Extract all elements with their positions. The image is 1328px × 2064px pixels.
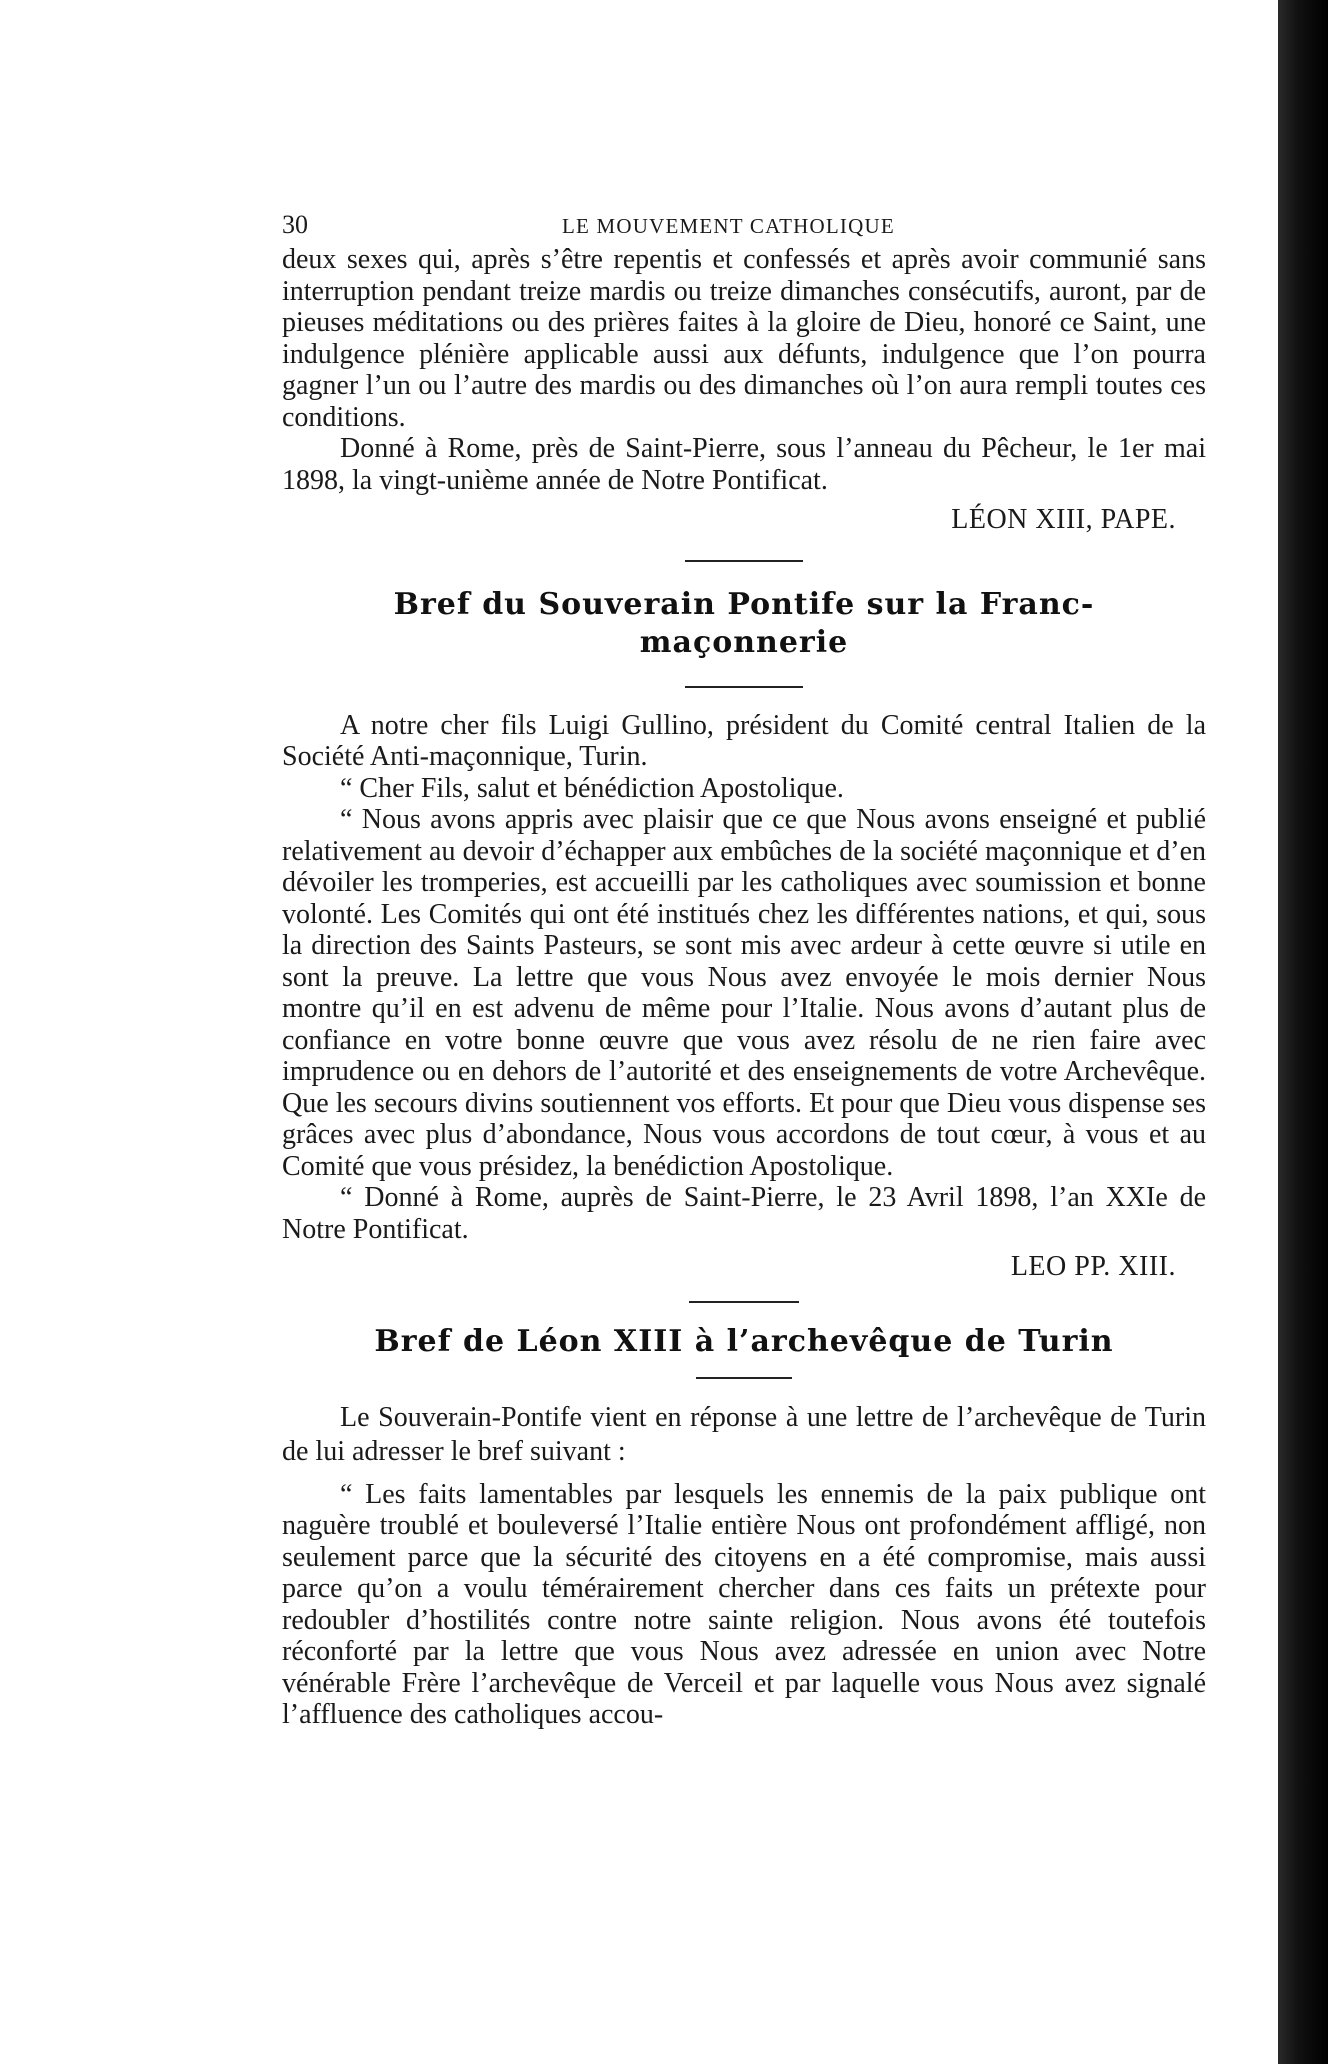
page-content bbox=[282, 200, 1206, 1731]
brief-dating-paragraph: “ Donné à Rome, auprès de Saint-Pierre, le 23 Avril 1898, l’an XXIe de Notre Pontificat. bbox=[282, 1182, 1206, 1245]
divider-rule bbox=[689, 1301, 799, 1303]
book-spine-edge bbox=[1278, 0, 1328, 2064]
divider-rule bbox=[685, 686, 803, 688]
salutation-paragraph: “ Cher Fils, salut et bénédiction Apostolique. bbox=[340, 772, 844, 804]
divider-rule bbox=[696, 1377, 792, 1379]
continued-paragraph: deux sexes qui, après s’être repentis et confessés et après avoir communié sans interruption pendant treize mardis ou treize dimanches consécutifs, auront, par de pieuses méditations ou des prières faites à la gloire de Dieu, honoré ce Saint, une indulgence plénière applicable aussi aux défunts, indulgence que l’on pourra gagner l’un ou l’autre des mardis ou des dimanches où l’on aura rempli toutes ces conditions. bbox=[282, 244, 1206, 433]
dating-paragraph: Donné à Rome, près de Saint-Pierre, sous l’anneau du Pêcheur, le 1er mai 1898, la vingt-unième année de Notre Pontificat. bbox=[282, 433, 1206, 496]
divider-rule bbox=[685, 560, 803, 562]
running-title: LE MOUVEMENT CATHOLIQUE bbox=[562, 214, 895, 238]
section-title-turin: Bref de Léon XIII à l’archevêque de Turin bbox=[374, 1323, 1114, 1359]
signature-leon: LÉON XIII, PAPE. bbox=[951, 504, 1176, 535]
section-title-line2: maçonnerie bbox=[639, 624, 849, 660]
address-paragraph: A notre cher fils Luigi Gullino, président du Comité central Italien de la Société Anti-maçonnique, Turin. bbox=[282, 709, 1206, 772]
signature-leo: LEO PP. XIII. bbox=[1010, 1251, 1176, 1282]
section-title-francmaconnerie bbox=[282, 586, 1206, 662]
brief-body-paragraph: “ Nous avons appris avec plaisir que ce que Nous avons enseigné et publié relativement au devoir d’échapper aux embûches de la société maçonnique et d’en dévoiler les tromperies, est accueilli par les catholiques avec soumission et bonne volonté. Les Comités qui ont été institués chez les différentes nations, et qui, sous la direction des Saints Pasteurs, se sont mis avec ardeur à cette œuvre si utile en sont la preuve. La lettre que vous Nous avez envoyée le mois dernier Nous montre qu’il en est advenu de même pour l’Italie. Nous avons d’autant plus de confiance en votre bonne œuvre que vous avez résolu de ne rien faire avec imprudence ou en dehors de l’autorité et des enseignements de votre Archevêque. Que les secours divins soutiennent vos efforts. Et pour que Dieu vous dispense ses grâces avec plus d’abondance, Nous vous accordons de tout cœur, à vous et au Comité que vous présidez, la benédiction Apostolique. bbox=[282, 804, 1206, 1182]
section-title-line1: Bref du Souverain Pontife sur la Franc- bbox=[393, 586, 1095, 622]
page-number: 30 bbox=[282, 210, 308, 239]
brief-turin-paragraph: “ Les faits lamentables par lesquels les ennemis de la paix publique ont naguère troublé et bouleversé l’Italie entière Nous ont profondément affligé, non seulement parce que la sécurité des citoyens en a été compromise, mais aussi parce qu’on a voulu témérairement chercher dans ces faits un prétexte pour redoubler d’hostilités contre notre sainte religion. Nous avons été toutefois réconforté par la lettre que vous Nous avez adressée en union avec Notre vénérable Frère l’archevêque de Verceil et par laquelle vous Nous avez signalé l’affluence des catholiques accou- bbox=[282, 1478, 1206, 1730]
intro-paragraph: Le Souverain-Pontife vient en réponse à une lettre de l’archevêque de Turin de lui adresser le bref suivant : bbox=[282, 1401, 1206, 1467]
page-header bbox=[282, 200, 1206, 244]
